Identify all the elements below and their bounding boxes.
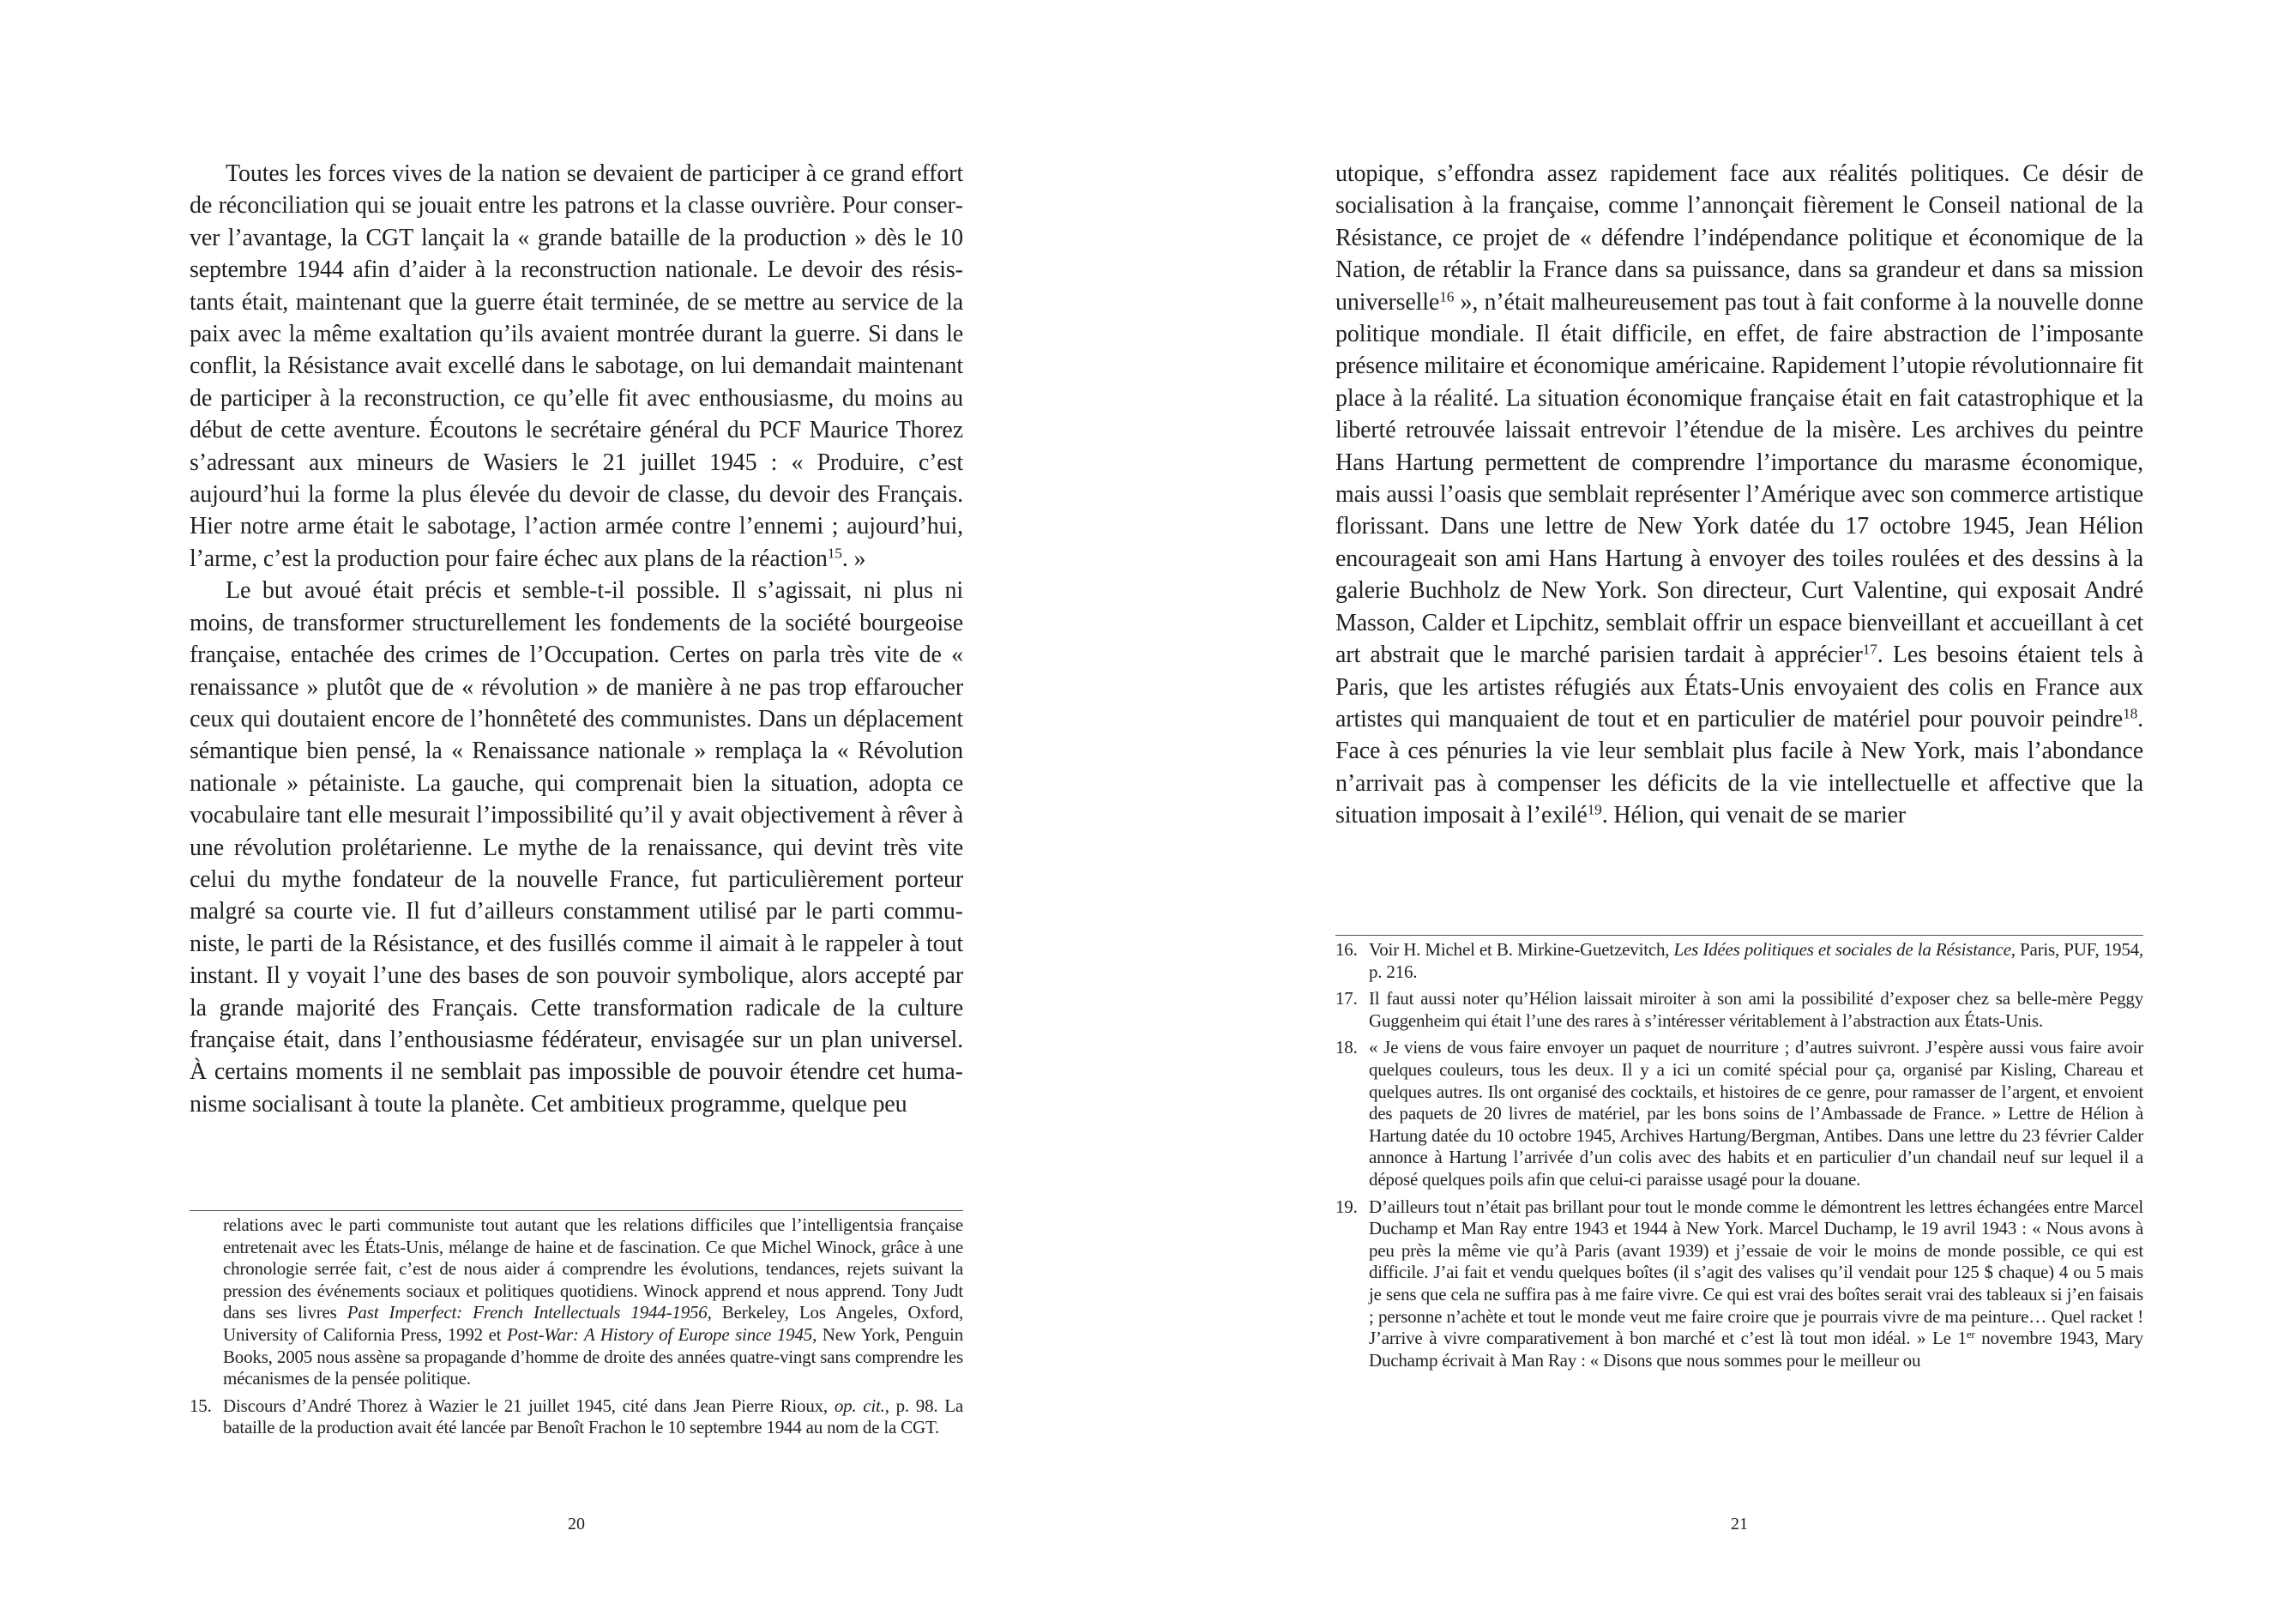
footnote-reference: 18 (2123, 705, 2138, 722)
text-run: , Berkeley, Los Angeles, Oxford, University of California Press, 1992 et (223, 1302, 964, 1345)
footnote-reference: 17 (1862, 641, 1877, 658)
text-run: D’ailleurs tout n’était pas brillant pour tout le monde comme le démontrent les lettres échangées entre Marcel Duchamp et Man Ray entre 1943 et 1944 à New York. Marcel Duchamp, le 19 avril 1943 : « Nous avons à peu près la même vie qu’à Paris (avant 1939) et j’essaie de voir le moins de monde possible, ce qui est difficile. J’ai fait et vendu quelques boîtes (il s’agit des valises qu’il vendait pour 125 $ chaque) 4 ou 5 mais je sens que cela ne suffira pas à me faire vivre. Ce qui est vrai des boîtes serait vrai des tableaux si j’en faisais ; personne n’achète et tout le monde veut me faire croire que je pourrais vivre de ma peinture… Quel racket ! J’arrive à vivre comparativement à bon marché et c’est là tout mon idéal. » Le 1 (1369, 1196, 2143, 1349)
footnote-number: 18. (1335, 1037, 1358, 1058)
italic-title: Post-War: A History of Europe since 1945 (506, 1323, 813, 1345)
footnote (1335, 1196, 2143, 1372)
text-run: relations avec le parti communiste tout autant que les relations difficiles que l’intelligentsia française entretenait avec les États-Unis, mélange de haine et de fascination. Ce que Michel Winock, grâce à une chronologie serrée fait, c’est de nous aider á comprendre les évolutions, tendances, rejets suivant la pression des événements sociaux et politiques quotidiens. Winock apprend et nous apprend. Tony Judt dans ses livres (223, 1214, 963, 1323)
footnote-number: 16. (1335, 939, 1358, 960)
italic-title: op. cit. (834, 1395, 885, 1416)
text-run: Toutes les forces vives de la nation se devaient de participer à ce grand effort de réconciliation qui se jouait entre les patrons et la classe ouvrière. Pour conserver l’avantage, la CGT lançait la « grande bataille de la production » dès le 10 septembre 1944 afin d’aider à la reconstruction nationale. Le devoir des résistants était, maintenant que la guerre était terminée, de se mettre au service de la paix avec la même exaltation qu’ils avaient montrée durant la guerre. Si dans le conflit, la Résistance avait excellé dans le sabotage, on lui demandait maintenant de participer à la reconstruction, ce qu’elle fit avec enthousiasme, du moins au début de cette aventure. Écoutons le secrétaire général du PCF Maurice Thorez s’adressant aux mineurs de Wasiers le 21 juillet 1945 : « Produire, c’est aujourd’hui la forme la plus élevée du devoir de classe, du devoir des Français. Hier notre arme était le sabotage, l’action armée contre l’ennemi ; aujourd’hui, l’arme, c’est la production pour faire échec aux plans de la réaction (190, 160, 963, 572)
text-run: . » (841, 545, 866, 572)
right-page (1148, 0, 2296, 1621)
text-run: . Hélion, qui venait de se marier (1601, 802, 1906, 829)
footnote-reference: 16 (1439, 288, 1455, 305)
text-run: Il faut aussi noter qu’Hélion laissait miroiter à son ami la possibilité d’exposer chez sa belle-mère Peggy Guggenheim qui était l’une des rares à s’intéresser véritablement à l’abstraction aux États-Unis. (1369, 988, 2143, 1031)
right-page-number: 21 (1731, 1515, 1748, 1534)
right-body-text (1335, 158, 2143, 832)
footnote (1335, 939, 2143, 983)
footnote-reference: 19 (1587, 801, 1602, 818)
italic-title: Past Imperfect: French Intellectuals 1944-1956 (347, 1302, 708, 1323)
paragraph (1335, 158, 2143, 832)
paragraph (190, 158, 963, 575)
footnote (1335, 988, 2143, 1032)
footnote-reference: er (1966, 1327, 1975, 1341)
text-run: Voir H. Michel et B. Mirkine-Guetzevitch, (1369, 939, 1674, 960)
italic-title: Les Idées politiques et sociales de la Résistance (1673, 939, 2011, 960)
footnote-reference: 15 (827, 545, 842, 562)
footnote-number: 19. (1335, 1196, 1358, 1217)
text-run: . Face à ces pénuries la vie leur semblait plus facile à New York, mais l’abondance n’arrivait pas à compenser les déficits de la vie intellectuelle et affective que la situation imposait à l’exilé (1335, 705, 2143, 829)
footnote-number: 17. (1335, 988, 1358, 1009)
footnote (190, 1395, 963, 1439)
text-run: « Je viens de vous faire envoyer un paquet de nourriture ; d’autres suivront. J’espère aussi vous faire avoir quelques couleurs, tous les deux. Il y a ici un comité spécial pour ça, organisé par Kisling, Chareau et quelques autres. Ils ont organisé des cocktails, et histoires de ce genre, pour ramasser de l’argent, et envoient des paquets de 20 livres de matériel, par les bons soins de l’Ambassade de France. » Lettre de Hélion à Hartung datée du 10 octobre 1945, Archives Hartung/Bergman, Antibes. Dans une lettre du 23 février Calder annonce à Hartung l’arrivée d’un colis avec des habits et en particulier d’un chandail neuf sur lequel il a déposé quelques poils afin que celui-ci paraisse usagé pour la douane. (1369, 1037, 2143, 1190)
text-run: novembre 1943, Mary Duchamp écrivait à Man Ray : « Disons que nous sommes pour le meilleur ou (1369, 1328, 2143, 1371)
footnote (1335, 1037, 2143, 1190)
text-run: , New York, Penguin Books, 2005 nous assène sa propagande d’homme de droite des années quatre-vingt sans comprendre les mécanismes de la pensée politique. (223, 1323, 963, 1389)
footnote (190, 1214, 963, 1390)
text-run: », n’était malheureusement pas tout à fait conforme à la nouvelle donne politique mondiale. Il était difficile, en effet, de faire abstraction de l’imposante présence militaire et économique américaine. Rapidement l’utopie révolutionnaire fit place à la réalité. La situation économique française était en fait catastrophique et la liberté retrouvée laissait entrevoir l’étendue de la misère. Les archives du peintre Hans Hartung permettent de comprendre l’importance du marasme économique, mais aussi l’oasis que semblait représenter l’Amérique avec son commerce artistique florissant. Dans une lettre de New York datée du 17 octobre 1945, Jean Hélion encourageait son ami Hans Hartung à envoyer des toiles roulées et des dessins à la galerie Buchholz de New York. Son directeur, Curt Valentine, qui exposait André Masson, Calder et Lipchitz, semblait offrir un espace bienveillant et accueillant à cet art abstrait que le marché parisien tardait à apprécier (1335, 288, 2143, 669)
right-footnotes (1335, 939, 2143, 1377)
text-run: utopique, s’effondra assez rapidement face aux réalités politiques. Ce désir de socialisation à la française, comme l’annonçait fièrement le Conseil national de la Résistance, ce projet de « défendre l’indépendance politique et économique de la Nation, de rétablir la France dans sa puissance, dans sa grandeur et dans sa mission universelle (1335, 160, 2143, 316)
left-page-number: 20 (568, 1515, 585, 1534)
text-run: . Les besoins étaient tels à Paris, que les artistes réfugiés aux États-Unis envoyaient des colis en France aux artistes qui manquaient de tout et en particulier de matériel pour pouvoir peindre (1335, 642, 2143, 732)
text-run: , Paris, PUF, 1954, p. 216. (1369, 939, 2143, 982)
text-run: , p. 98. La bataille de la production avait été lancée par Benoît Frachon le 10 septembre 1944 au nom de la CGT. (223, 1395, 964, 1438)
left-body-text (190, 158, 963, 1120)
footnote-number: 15. (190, 1395, 212, 1416)
left-footnotes (190, 1214, 963, 1444)
left-footnote-rule (190, 1210, 963, 1211)
text-run: Discours d’André Thorez à Wazier le 21 juillet 1945, cité dans Jean Pierre Rioux, (223, 1395, 835, 1416)
text-run: Le but avoué était précis et semble-t-il possible. Il s’agissait, ni plus ni moins, de transformer structurellement les fondements de la société bourgeoise française, entachée des crimes de l’Occupation. Certes on parla très vite de « renaissance » plutôt que de « révolution » de manière à ne pas trop effaroucher ceux qui doutaient encore de l’honnêteté des communistes. Dans un déplacement sémantique bien pensé, la « Renaissance nationale » remplaça la « Révolution nationale » pétainiste. La gauche, qui comprenait bien la situation, adopta ce vocabulaire tant elle mesurait l’impossibilité qu’il y avait objectivement à rêver à une révolution prolétarienne. Le mythe de la renaissance, qui devint très vite celui du mythe fondateur de la nouvelle France, fut particulièrement porteur malgré sa courte vie. Il fut d’ailleurs constamment utilisé par le parti communiste, le parti de la Résistance, et des fusillés comme il aimait à le rappeler à tout instant. Il y voyait l’une des bases de son pouvoir symbolique, alors accepté par la grande majorité des Français. Cette transformation radicale de la culture française était, dans l’enthousiasme fédérateur, envisagée sur un plan universel. À certains moments il ne semblait pas impossible de pouvoir étendre cet humanisme socialisant à toute la planète. Cet ambitieux programme, quelque peu (190, 577, 963, 1118)
paragraph (190, 575, 963, 1120)
right-footnote-rule (1335, 935, 2143, 936)
